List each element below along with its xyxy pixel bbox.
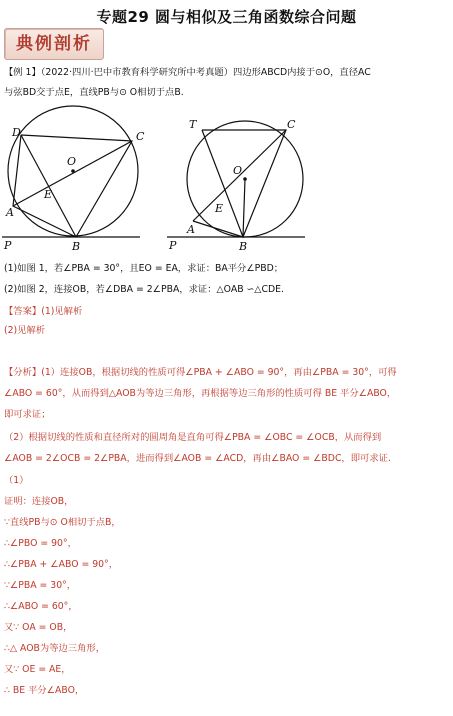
analysis-p1-line-2: ∠ABO = 60°，从而得到△AOB为等边三角形，再根据等边三角形的性质可得 BE 平分∠ABO， xyxy=(4,388,397,399)
fig1-label-p: P xyxy=(4,239,12,252)
analysis-p2-line-1: （2）根据切线的性质和直径所对的圆周角是直角可得∠PBA = ∠OBC = ∠OCB，从而得到 xyxy=(4,432,382,443)
fig1-label-b: B xyxy=(72,240,81,253)
badge-label: 典例剖析 xyxy=(16,34,92,54)
fig2-label-a: A xyxy=(187,223,195,236)
figure-2-diagram xyxy=(165,108,315,253)
solution-line: ∴∠ABO = 60°， xyxy=(4,601,78,612)
page-title: 专题29 圆与相似及三角函数综合问题 xyxy=(96,8,357,26)
solution-line: ∴∠PBO = 90°， xyxy=(4,538,77,549)
fig1-label-e: E xyxy=(44,188,53,201)
fig2-label-p: P xyxy=(169,239,177,252)
answer-1: 【答案】(1)见解析 xyxy=(4,306,83,317)
solution-line: ∵直线PB与⊙ O相切于点B， xyxy=(4,517,121,528)
solution-line: ∴∠PBA + ∠ABO = 90°， xyxy=(4,559,118,570)
question-1: (1)如图 1，若∠PBA = 30°，且EO = EA，求证：BA平分∠PBD； xyxy=(4,263,284,274)
fig1-label-c: C xyxy=(136,130,145,143)
solution-block xyxy=(4,470,449,701)
solution-line: 又∵ OE = AE， xyxy=(4,664,71,675)
analysis-p1-line-1: 【分析】(1）连接OB，根据切线的性质可得∠PBA + ∠ABO = 90°，再由∠PBA = 30°，可得 xyxy=(4,367,397,378)
fig1-label-a: A xyxy=(6,206,14,219)
solution-line: （1） xyxy=(4,475,29,486)
fig2-label-o: O xyxy=(233,164,243,177)
solution-line: ∵∠PBA = 30°， xyxy=(4,580,77,591)
fig2-label-c: C xyxy=(287,118,296,131)
fig1-label-d: D xyxy=(12,126,21,139)
fig2-label-e: E xyxy=(215,202,224,215)
section-badge xyxy=(4,28,104,60)
answer-2: (2)见解析 xyxy=(4,325,46,336)
problem-line-1: 【例 1】（2022·四川·巴中市教育科学研究所中考真题）四边形ABCD内接于⊙O，直径AC xyxy=(4,67,371,78)
solution-line: 又∵ OA = OB， xyxy=(4,622,73,633)
solution-line: ∴ BE 平分∠ABO， xyxy=(4,685,85,696)
analysis-p2-line-2: ∠AOB = 2∠OCB = 2∠PBA，进而得到∠AOB = ∠ACD，再由∠BAO = ∠BDC，即可求证. xyxy=(4,453,391,464)
figure-1 xyxy=(0,108,150,257)
question-2: (2)如图 2，连接OB，若∠DBA = 2∠PBA，求证：△OAB ∽△CDE. xyxy=(4,284,284,295)
solution-line: ∴△ AOB为等边三角形， xyxy=(4,643,105,654)
problem-line-2: 与弦BD交于点E，直线PB与⊙ O相切于点B. xyxy=(4,87,184,98)
fig1-label-o: O xyxy=(67,155,77,168)
figure-1-diagram xyxy=(0,108,150,253)
analysis-p1-line-3: 即可求证； xyxy=(4,409,51,420)
fig2-label-b: B xyxy=(239,240,248,253)
fig2-label-t: T xyxy=(189,118,197,131)
figure-2 xyxy=(165,108,315,257)
solution-line: 证明：连接OB， xyxy=(4,496,74,507)
